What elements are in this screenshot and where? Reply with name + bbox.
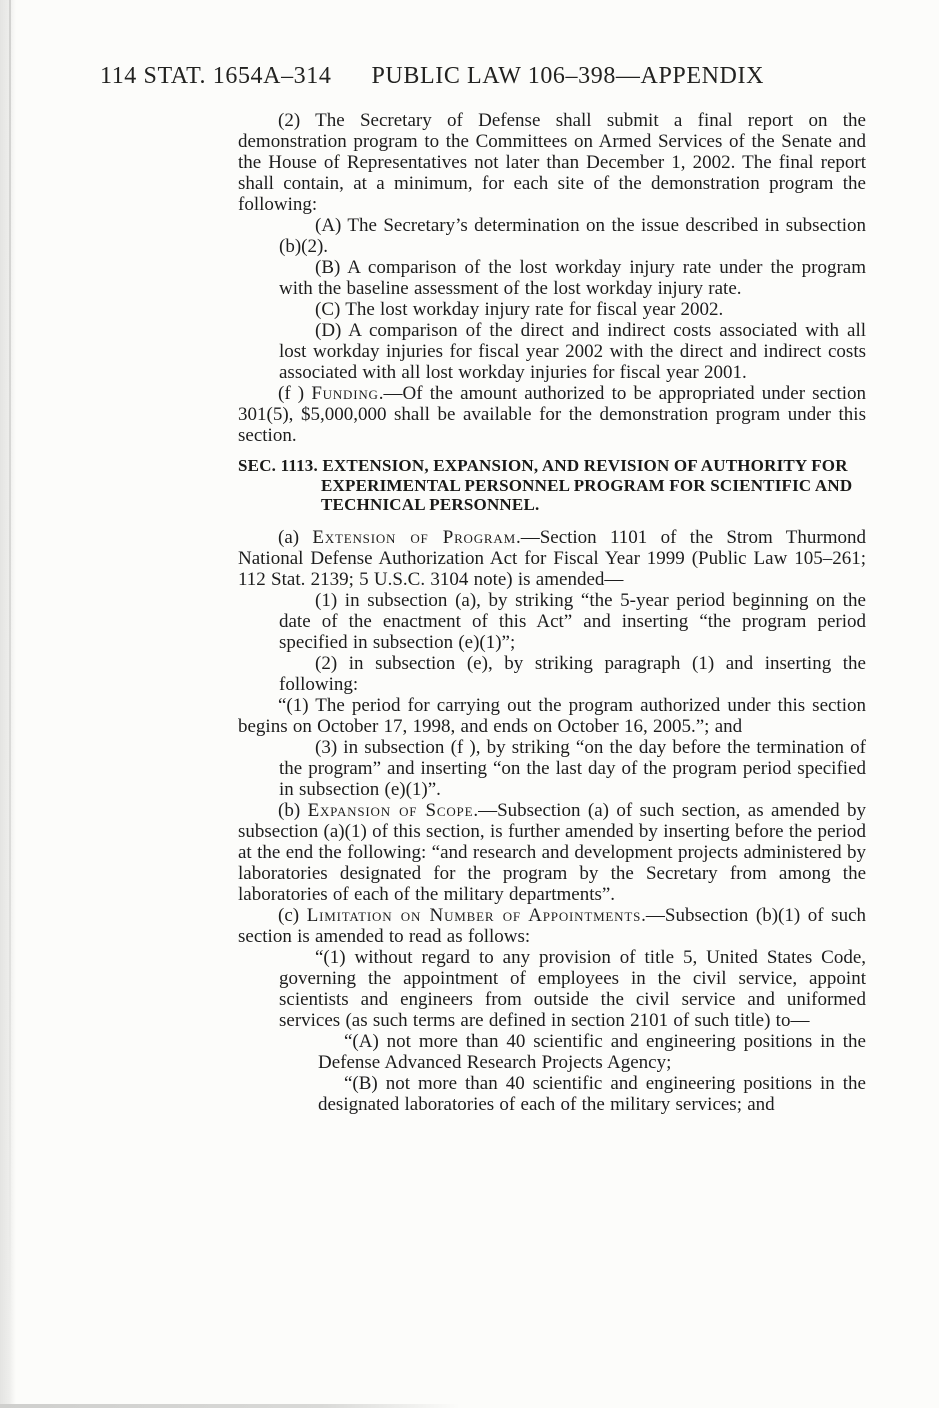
text-run: (B) A comparison of the lost workday injury rate under the program with the baseline assessment of the lost workday injury rate. — [279, 257, 866, 299]
statute-paragraph — [279, 947, 866, 1031]
statute-paragraph — [238, 905, 866, 947]
statute-paragraph — [279, 590, 866, 653]
text-run: SEC. 1113. EXTENSION, EXPANSION, AND REVISION OF AUTHORITY FOR EXPERIMENTAL PERSONNEL PROGRAM FOR SCIENTIFIC AND TECHNICAL PERSONNEL. — [238, 456, 853, 514]
scan-bottom-edge — [0, 1404, 460, 1408]
statute-paragraph — [318, 1031, 866, 1073]
text-run: (D) A comparison of the direct and indirect costs associated with all lost workday injuries for fiscal year 2002 with the direct and indirect costs associated with all lost workday injuries for fiscal year 2001. — [279, 320, 866, 383]
statute-paragraph — [279, 257, 866, 299]
text-run: .—Of the amount authorized to be appropriated under section 301(5), $5,000,000 shall be available for the demonstration program under this section. — [238, 383, 866, 446]
statute-paragraph — [318, 1073, 866, 1115]
statute-paragraph — [279, 737, 866, 800]
text-run: “(1) without regard to any provision of title 5, United States Code, governing the appointment of employees in the civil service, appoint scientists and engineers from outside the civil service and uniformed services (as such terms are defined in section 2101 of such title) to— — [279, 946, 866, 1031]
text-run: .—Subsection (a) of such section, as amended by subsection (a)(1) of this section, is further amended by inserting before the period at the end the following: “and research and development projects administered by laboratories designated for the program by the Secretary from among the laboratories of each of the military departments”. — [238, 799, 866, 905]
running-head — [100, 62, 764, 90]
statute-paragraph — [238, 527, 866, 590]
statute-paragraph — [238, 383, 866, 446]
small-caps-run: Funding — [311, 383, 379, 404]
text-run: (b) — [278, 799, 308, 821]
statute-paragraph — [279, 320, 866, 383]
small-caps-run: Limitation on Number of Appointments — [306, 904, 642, 926]
text-run: .—Section 1101 of the Strom Thurmond National Defense Authorization Act for Fiscal Year 1999 (Public Law 105–261; 112 Stat. 2139; 5 U.S.C. 3104 note) is amended— — [238, 526, 866, 590]
text-run: “(A) not more than 40 scientific and engineering positions in the Defense Advanced Research Projects Agency; — [318, 1030, 866, 1073]
statute-paragraph — [238, 800, 866, 905]
small-caps-run: Expansion of Scope — [307, 799, 474, 821]
document-body — [238, 110, 866, 1115]
statute-paragraph — [279, 653, 866, 695]
text-run: (C) The lost workday injury rate for fiscal year 2002. — [315, 299, 724, 320]
text-run: (A) The Secretary’s determination on the issue described in subsection (b)(2). — [279, 215, 866, 257]
text-run: (c) — [278, 904, 307, 926]
text-run: (a) — [278, 526, 313, 548]
section-heading — [238, 456, 866, 515]
small-caps-run: Extension of Program — [312, 526, 516, 548]
text-run: (f ) — [278, 383, 312, 404]
statute-paragraph — [279, 299, 866, 320]
statute-paragraph — [279, 215, 866, 257]
text-run: (2) in subsection (e), by striking paragraph (1) and inserting the following: — [279, 652, 866, 695]
scan-left-edge — [0, 0, 16, 1408]
public-law-title: PUBLIC LAW 106–398—APPENDIX — [371, 63, 764, 89]
statute-page-number: 114 STAT. 1654A–314 — [100, 63, 332, 89]
text-run: “(B) not more than 40 scientific and engineering positions in the designated laboratories of each of the military services; and — [318, 1072, 866, 1115]
text-run: “(1) The period for carrying out the program authorized under this section begins on October 17, 1998, and ends on October 16, 2005.”; and — [238, 694, 866, 737]
statute-paragraph — [238, 110, 866, 215]
text-run: (3) in subsection (f ), by striking “on the day before the termination of the program” and inserting “on the last day of the program period specified in subsection (e)(1)”. — [279, 736, 866, 800]
scan-gutter-line — [9, 0, 11, 1408]
text-run: (1) in subsection (a), by striking “the 5-year period beginning on the date of the enactment of this Act” and inserting “the program period specified in subsection (e)(1)”; — [279, 589, 866, 653]
text-run: .—Subsection (b)(1) of such section is amended to read as follows: — [238, 904, 866, 947]
text-run: (2) The Secretary of Defense shall submit a final report on the demonstration program to the Committees on Armed Services of the Senate and the House of Representatives not later than December 1, 2002. The final report shall contain, at a minimum, for each site of the demonstration program the following: — [238, 110, 866, 215]
statute-paragraph — [238, 695, 866, 737]
